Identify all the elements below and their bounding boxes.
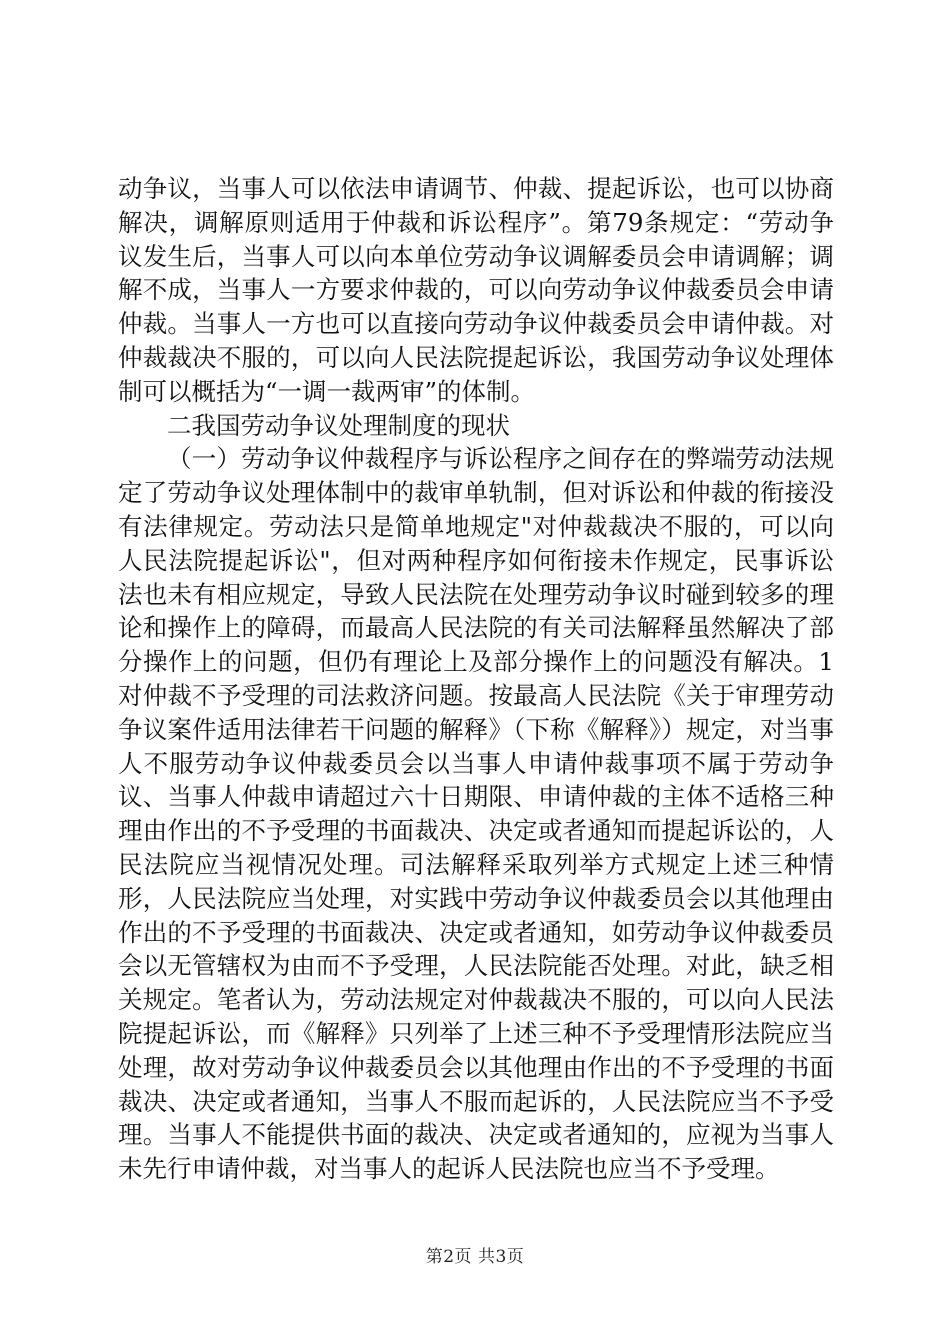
- paragraph-intro: 动争议，当事人可以依法申请调节、仲裁、提起诉讼，也可以协商解决，调解原则适用于仲裁和诉讼程序”。第79条规定：“劳动争议发生后，当事人可以向本单位劳动争议调解委员会申请调解；调解不成，当事人一方要求仲裁的，可以向劳动争议仲裁委员会申请仲裁。当事人一方也可以直接向劳动争议仲裁委员会申请仲裁。对仲裁裁决不服的，可以向人民法院提起诉讼，我国劳动争议处理体制可以概括为“一调一裁两审”的体制。: [118, 174, 834, 406]
- page-number-footer: 第2页 共3页: [425, 1247, 525, 1267]
- section-heading: 二我国劳动争议处理制度的现状: [167, 410, 510, 440]
- document-body: [118, 172, 834, 1186]
- paragraph-section-1: （一）劳动争议仲裁程序与诉讼程序之间存在的弊端劳动法规定了劳动争议处理体制中的裁审单轨制，但对诉讼和仲裁的衔接没有法律规定。劳动法只是简单地规定"对仲裁裁决不服的，可以向人民法院提起诉讼"，但对两种程序如何衔接未作规定，民事诉讼法也未有相应规定，导致人民法院在处理劳动争议时碰到较多的理论和操作上的障碍，而最高人民法院的有关司法解释虽然解决了部分操作上的问题，但仍有理论上及部分操作上的问题没有解决。1对仲裁不予受理的司法救济问题。按最高人民法院《关于审理劳动争议案件适用法律若干问题的解释》（下称《解释》）规定，对当事人不服劳动争议仲裁委员会以当事人申请仲裁事项不属于劳动争议、当事人仲裁申请超过六十日期限、申请仲裁的主体不适格三种理由作出的不予受理的书面裁决、决定或者通知而提起诉讼的，人民法院应当视情况处理。司法解释采取列举方式规定上述三种情形，人民法院应当处理，对实践中劳动争议仲裁委员会以其他理由作出的不予受理的书面裁决、决定或者通知，如劳动争议仲裁委员会以无管辖权为由而不予受理，人民法院能否处理。对此，缺乏相关规定。笔者认为，劳动法规定对仲裁裁决不服的，可以向人民法院提起诉讼，而《解释》只列举了上述三种不予受理情形法院应当处理，故对劳动争议仲裁委员会以其他理由作出的不予受理的书面裁决、决定或者通知，当事人不服而起诉的，人民法院应当不予受理。当事人不能提供书面的裁决、决定或者通知的，应视为当事人未先行申请仲裁，对当事人的起诉人民法院也应当不予受理。: [118, 444, 834, 1184]
